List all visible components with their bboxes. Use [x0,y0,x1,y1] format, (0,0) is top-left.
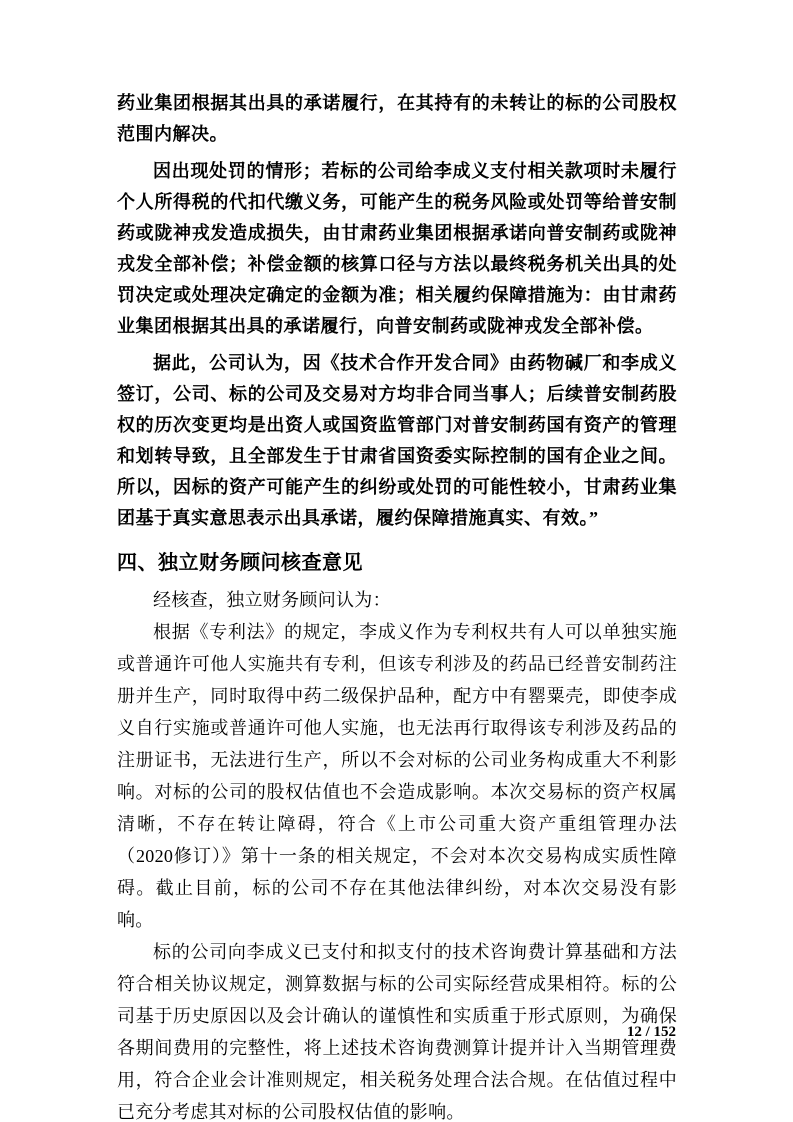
section-heading-advisor-opinion: 四、独立财务顾问核查意见 [117,552,363,574]
body-paragraph-fee-analysis: 标的公司向李成义已支付和拟支付的技术咨询费计算基础和方法符合相关协议规定，测算数据与标的公司实际经营成果相符。标的公司基于历史原因以及会计确认的谨慎性和实质重于形式原则，为确保各期间费用的完整性，将上述技术咨询费测算计提并计入当期管理费用，符合企业会计准则规定，相关税务处理合法合规。在估值过程中已充分考虑其对标的公司股权估值的影响。 [117,942,677,1122]
body-paragraph-patent-analysis: 根据《专利法》的规定，李成义作为专利权共有人可以单独实施或普通许可他人实施共有专利，但该专利涉及的药品已经普安制药注册并生产，同时取得中药二级保护品种，配方中有罂粟壳，即使李成义自行实施或普通许可他人实施，也无法再行取得该专利涉及药品的注册证书，无法进行生产，所以不会对标的公司业务构成重大不利影响。对标的公司的股权估值也不会造成影响。本次交易标的资产权属清晰，不存在转让障碍，符合《上市公司重大资产重组管理办法（2020修订）》第十一条的相关规定，不会对本次交易构成实质性障碍。截止目前，标的公司不存在其他法律纠纷，对本次交易没有影响。 [117,622,677,930]
quoted-paragraph-conclusion: 据此，公司认为，因《技术合作开发合同》由药物碱厂和李成义签订，公司、标的公司及交易对方均非合同当事人；后续普安制药股权的历次变更均是出资人或国资监管部门对普安制药国有资产的管理和划转导致，且全部发生于甘肃省国资委实际控制的国有企业之间。所以，因标的资产可能产生的纠纷或处罚的可能性较小，甘肃药业集团基于真实意思表示出具承诺，履约保障措施真实、有效。” [117,353,677,528]
body-paragraph-intro: 经核查，独立财务顾问认为： [153,590,391,610]
page-content [117,88,677,1122]
advisor-opinion-block [117,584,677,1122]
page-number: 12 / 152 [626,1024,676,1040]
quoted-paragraph-continuation: 药业集团根据其出具的承诺履行，在其持有的未转让的标的公司股权范围内解决。 [117,93,677,144]
quoted-paragraph-penalty: 因出现处罚的情形；若标的公司给李成义支付相关款项时未履行个人所得税的代扣代缴义务，可能产生的税务风险或处罚等给普安制药或陇神戎发造成损失，由甘肃药业集团根据承诺向普安制药或陇神戎发全部补偿；补偿金额的核算口径与方法以最终税务机关出具的处罚决定或处理决定确定的金额为准；相关履约保障措施为：由甘肃药业集团根据其出具的承诺履行，向普安制药或陇神戎发全部补偿。 [117,161,677,336]
quoted-commitment-block [117,88,677,534]
